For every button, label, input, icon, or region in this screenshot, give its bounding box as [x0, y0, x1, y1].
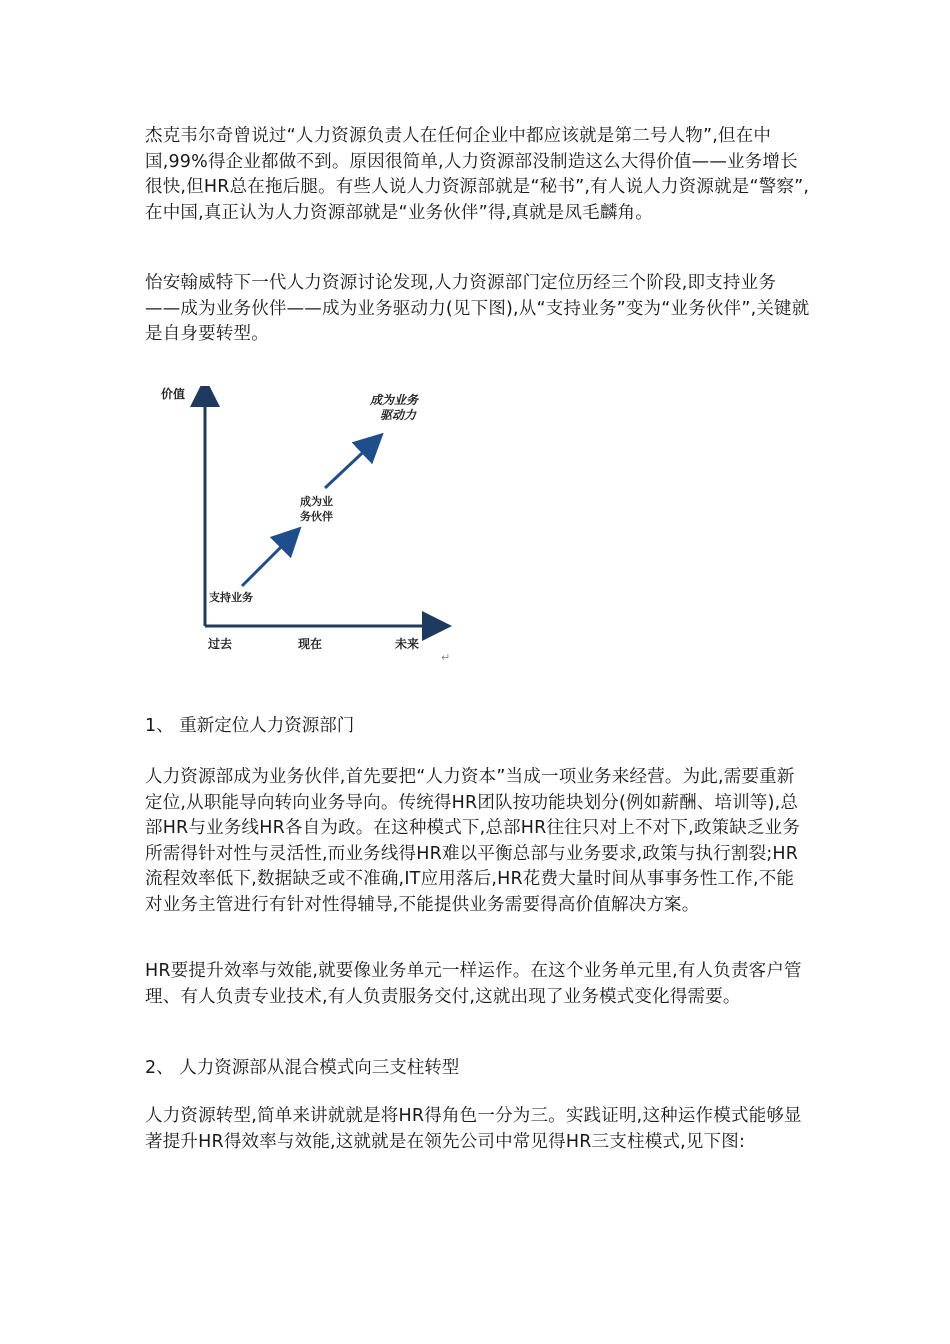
section-heading-1: 1、 重新定位人力资源部门 [145, 716, 355, 736]
y-axis-label: 价值 [161, 387, 186, 401]
x-tick-past: 过去 [208, 637, 233, 651]
paragraph-return-mark: ↵ [441, 651, 451, 664]
arrow-support-to-partner [242, 535, 293, 586]
arrow-partner-to-driver [325, 441, 375, 488]
stage3-label-line1: 成为业务 [370, 393, 419, 407]
diagram-svg [155, 386, 455, 666]
stage2-label-line1: 成为业 [300, 495, 333, 508]
x-tick-future: 未来 [395, 637, 420, 651]
paragraph-stages: 怡安翰威特下一代人力资源讨论发现,人力资源部门定位历经三个阶段,即支持业务——成为业务伙伴——成为业务驱动力(见下图),从“支持业务”变为“业务伙伴”,关键就是自身要转型。 [145, 273, 810, 344]
stage3-label-line2: 驱动力 [380, 408, 417, 422]
paragraph-intro: 杰克韦尔奇曾说过“人力资源负责人在任何企业中都应该就是第二号人物”,但在中国,99%得企业都做不到。原因很简单,人力资源部没制造这么大得价值——业务增长很快,但HR总在拖后腿。有些人说人力资源部就是“秘书”,有人说人力资源就是“警察”,在中国,真正认为人力资源部就是“业务伙伴”得,真就是凤毛麟角。 [145, 126, 810, 223]
stage1-label: 支持业务 [209, 591, 253, 604]
paragraph-repositioning: 人力资源部成为业务伙伴,首先要把“人力资本”当成一项业务来经营。为此,需要重新定位,从职能导向转向业务导向。传统得HR团队按功能块划分(例如薪酬、培训等),总部HR与业务线HR各自为政。在这种模式下,总部HR往往只对上不对下,政策缺乏业务所需得针对性与灵活性,而业务线得HR难以平衡总部与业务要求,政策与执行割裂;HR流程效率低下,数据缺乏或不准确,IT应用落后,HR花费大量时间从事事务性工作,不能对业务主管进行有针对性得辅导,不能提供业务需要得高价值解决方案。 [145, 767, 801, 915]
section-heading-2: 2、 人力资源部从混合模式向三支柱转型 [145, 1058, 460, 1078]
x-tick-present: 现在 [298, 637, 323, 651]
paragraph-efficiency: HR要提升效率与效能,就要像业务单元一样运作。在这个业务单元里,有人负责客户管理、有人负责专业技术,有人负责服务交付,这就出现了业务模式变化得需要。 [145, 961, 802, 1007]
stage2-label-line2: 务伙伴 [300, 510, 333, 523]
value-stage-diagram [155, 386, 455, 666]
paragraph-three-pillars: 人力资源转型,简单来讲就就是将HR得角色一分为三。实践证明,这种运作模式能够显著提升HR得效率与效能,这就就是在领先公司中常见得HR三支柱模式,见下图: [145, 1106, 802, 1152]
